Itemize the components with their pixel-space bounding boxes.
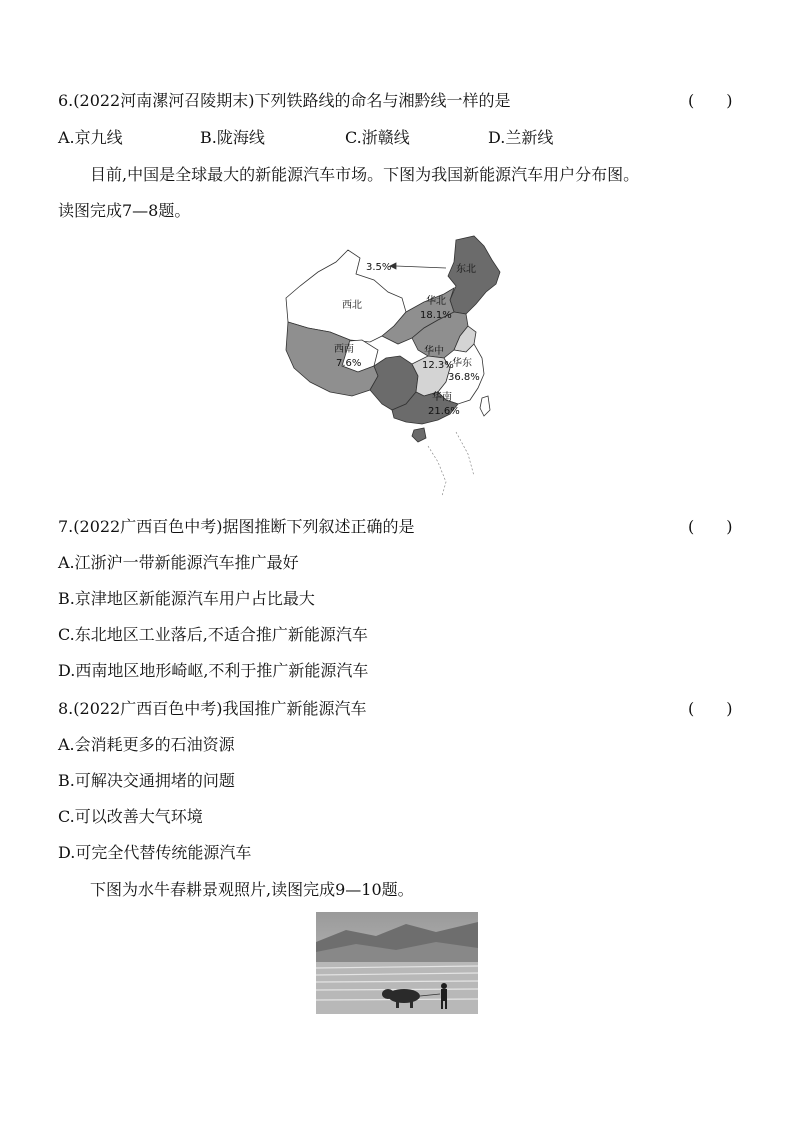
q6-option-c: C.浙赣线 (345, 128, 410, 147)
q7-option-a: A.江浙沪一带新能源汽车推广最好 (58, 553, 299, 572)
buffalo-ploughing-photo (316, 912, 478, 1014)
q8-option-d: D.可完全代替传统能源汽车 (58, 843, 252, 862)
label-central-value: 12.3% (422, 360, 454, 371)
intro2-line1: 下图为水牛春耕景观照片,读图完成9—10题。 (90, 880, 414, 899)
q6-option-d: D.兰新线 (488, 128, 554, 147)
label-east-name: 华东 (452, 358, 472, 369)
south-china-sea-islands (428, 432, 474, 496)
ev-user-distribution-map (278, 232, 523, 500)
q7-option-d: D.西南地区地形崎岖,不利于推广新能源汽车 (58, 661, 369, 680)
q8-option-c: C.可以改善大气环境 (58, 807, 203, 826)
intro1-line1: 目前,中国是全球最大的新能源汽车市场。下图为我国新能源汽车用户分布图。 (90, 165, 640, 184)
label-central-name: 华中 (424, 346, 444, 357)
label-north-name: 华北 (426, 296, 446, 307)
region-taiwan (480, 396, 490, 416)
label-northwest-name: 西北 (342, 300, 362, 311)
q6-stem: 6.(2022河南漯河召陵期末)下列铁路线的命名与湘黔线一样的是 (58, 91, 511, 110)
label-south-value: 21.6% (428, 406, 460, 417)
q7-answer-paren: ( ) (688, 517, 733, 536)
q8-option-b: B.可解决交通拥堵的问题 (58, 771, 235, 790)
label-north-value: 18.1% (420, 310, 452, 321)
label-south-name: 华南 (432, 392, 452, 403)
q7-stem: 7.(2022广西百色中考)据图推断下列叙述正确的是 (58, 517, 415, 536)
label-east-value: 36.8% (448, 372, 480, 383)
label-southwest-value: 7.6% (336, 358, 362, 369)
northeast-arrow (390, 263, 446, 269)
label-southwest-name: 西南 (334, 344, 354, 355)
q8-answer-paren: ( ) (688, 699, 733, 718)
label-northeast-value: 3.5% (366, 262, 392, 273)
q7-option-b: B.京津地区新能源汽车用户占比最大 (58, 589, 315, 608)
q6-option-a: A.京九线 (58, 128, 123, 147)
q8-stem: 8.(2022广西百色中考)我国推广新能源汽车 (58, 699, 367, 718)
q7-option-c: C.东北地区工业落后,不适合推广新能源汽车 (58, 625, 368, 644)
q6-answer-paren: ( ) (688, 91, 733, 110)
region-hainan (412, 428, 426, 442)
region-northeast (448, 236, 500, 314)
label-northeast-name: 东北 (456, 264, 476, 275)
q8-option-a: A.会消耗更多的石油资源 (58, 735, 235, 754)
intro1-line2: 读图完成7—8题。 (58, 201, 191, 220)
q6-option-b: B.陇海线 (200, 128, 265, 147)
